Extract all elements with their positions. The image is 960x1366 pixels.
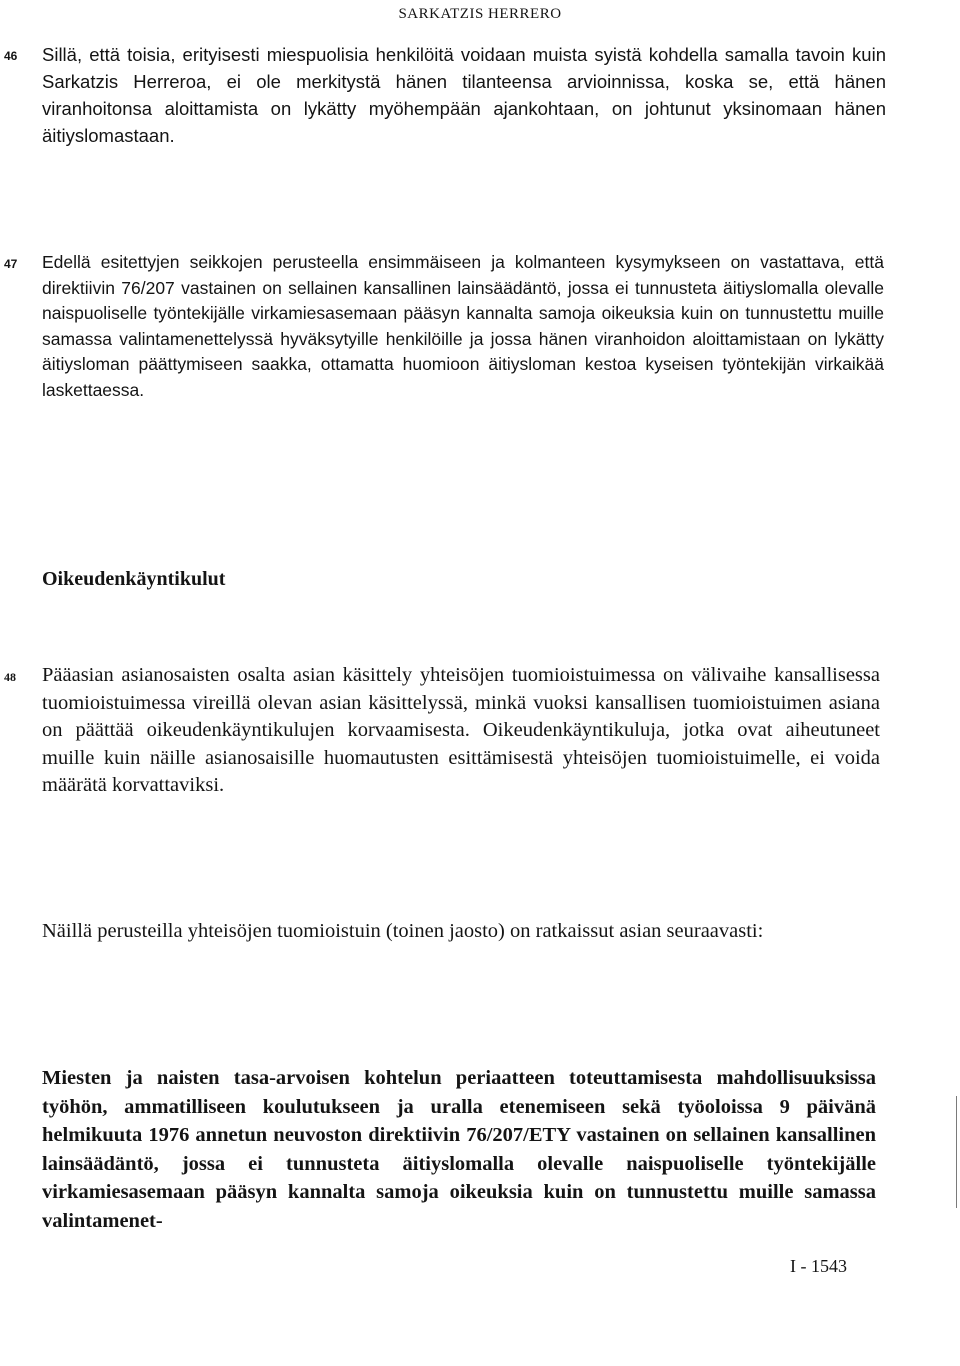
running-head: SARKATZIS HERRERO bbox=[398, 6, 562, 22]
paragraph-46 bbox=[4, 41, 886, 149]
paragraph-number: 46 bbox=[4, 49, 18, 63]
paragraph-number: 48 bbox=[4, 670, 16, 684]
margin-rule bbox=[956, 1096, 957, 1208]
paragraph-47 bbox=[4, 250, 884, 403]
page-number: I - 1543 bbox=[790, 1256, 847, 1276]
paragraph-48 bbox=[4, 662, 880, 800]
paragraph-text: Pääasian asianosaisten osalta asian käsittely yhteisöjen tuomioistuimessa on välivaihe kansallisessa tuomioistuimessa vireillä olevan asian käsittelyssä, minkä vuoksi kansallisen tuomioistuimen asiana on päättää oikeudenkäyntikulujen korvaamisesta. Oikeudenkäyntikuluja, jotka ovat aiheutuneet muille kuin näille asianosaisille huomautusten esittämisestä yhteisöjen tuomioistuimelle, ei voida määrätä korvattaviksi. bbox=[42, 664, 880, 796]
ruling-text: Miesten ja naisten tasa-arvoisen kohtelun periaatteen toteuttamisesta mahdollisuuksissa työhön, ammatilliseen koulutukseen ja uralla etenemiseen sekä työoloissa 9 päivänä helmikuuta 1976 annetun neuvoston direktiivin 76/207/ETY vastainen on sellainen kansallinen lainsäädäntö, jossa ei tunnusteta äitiyslomalla olevalle naispuoliselle työntekijälle virkamiesasemaan pääsyn kannalta samoja oikeuksia kuin on tunnustettu muille samassa valintamenet- bbox=[42, 1067, 876, 1232]
section-heading: Oikeudenkäyntikulut bbox=[42, 568, 226, 590]
paragraph-text: Edellä esitettyjen seikkojen perusteella ensimmäiseen ja kolmanteen kysymykseen on vastattava, että direktiivin 76/207 vastainen on sellainen kansallinen lainsäädäntö, jossa ei tunnusteta äitiyslomalla olevalle naispuoliselle työntekijälle virkamiesasemaan pääsyn kannalta samoja oikeuksia kuin on tunnustettu muille samassa valintamenettelyssä hyväksytyille henkilöille ja jossa hänen viranhoidon aloittamistaan on lykätty äitiysloman päättymiseen saakka, ottamatta huomioon äitiysloman kestoa kyseisen työntekijän virkaikää laskettaessa. bbox=[42, 252, 884, 400]
operative-intro: Näillä perusteilla yhteisöjen tuomioistuin (toinen jaosto) on ratkaissut asian seuraavasti: bbox=[42, 920, 764, 942]
paragraph-number: 47 bbox=[4, 257, 18, 271]
paragraph-text: Sillä, että toisia, erityisesti miespuolisia henkilöitä voidaan muista syistä kohdella samalla tavoin kuin Sarkatzis Herreroa, ei ole merkitystä hänen tilanteensa arvioinnissa, koska se, että hänen viranhoitonsa aloittamista on lykätty myöhempään ajankohtaan, on johtunut yksinomaan hänen äitiyslomastaan. bbox=[42, 44, 886, 146]
